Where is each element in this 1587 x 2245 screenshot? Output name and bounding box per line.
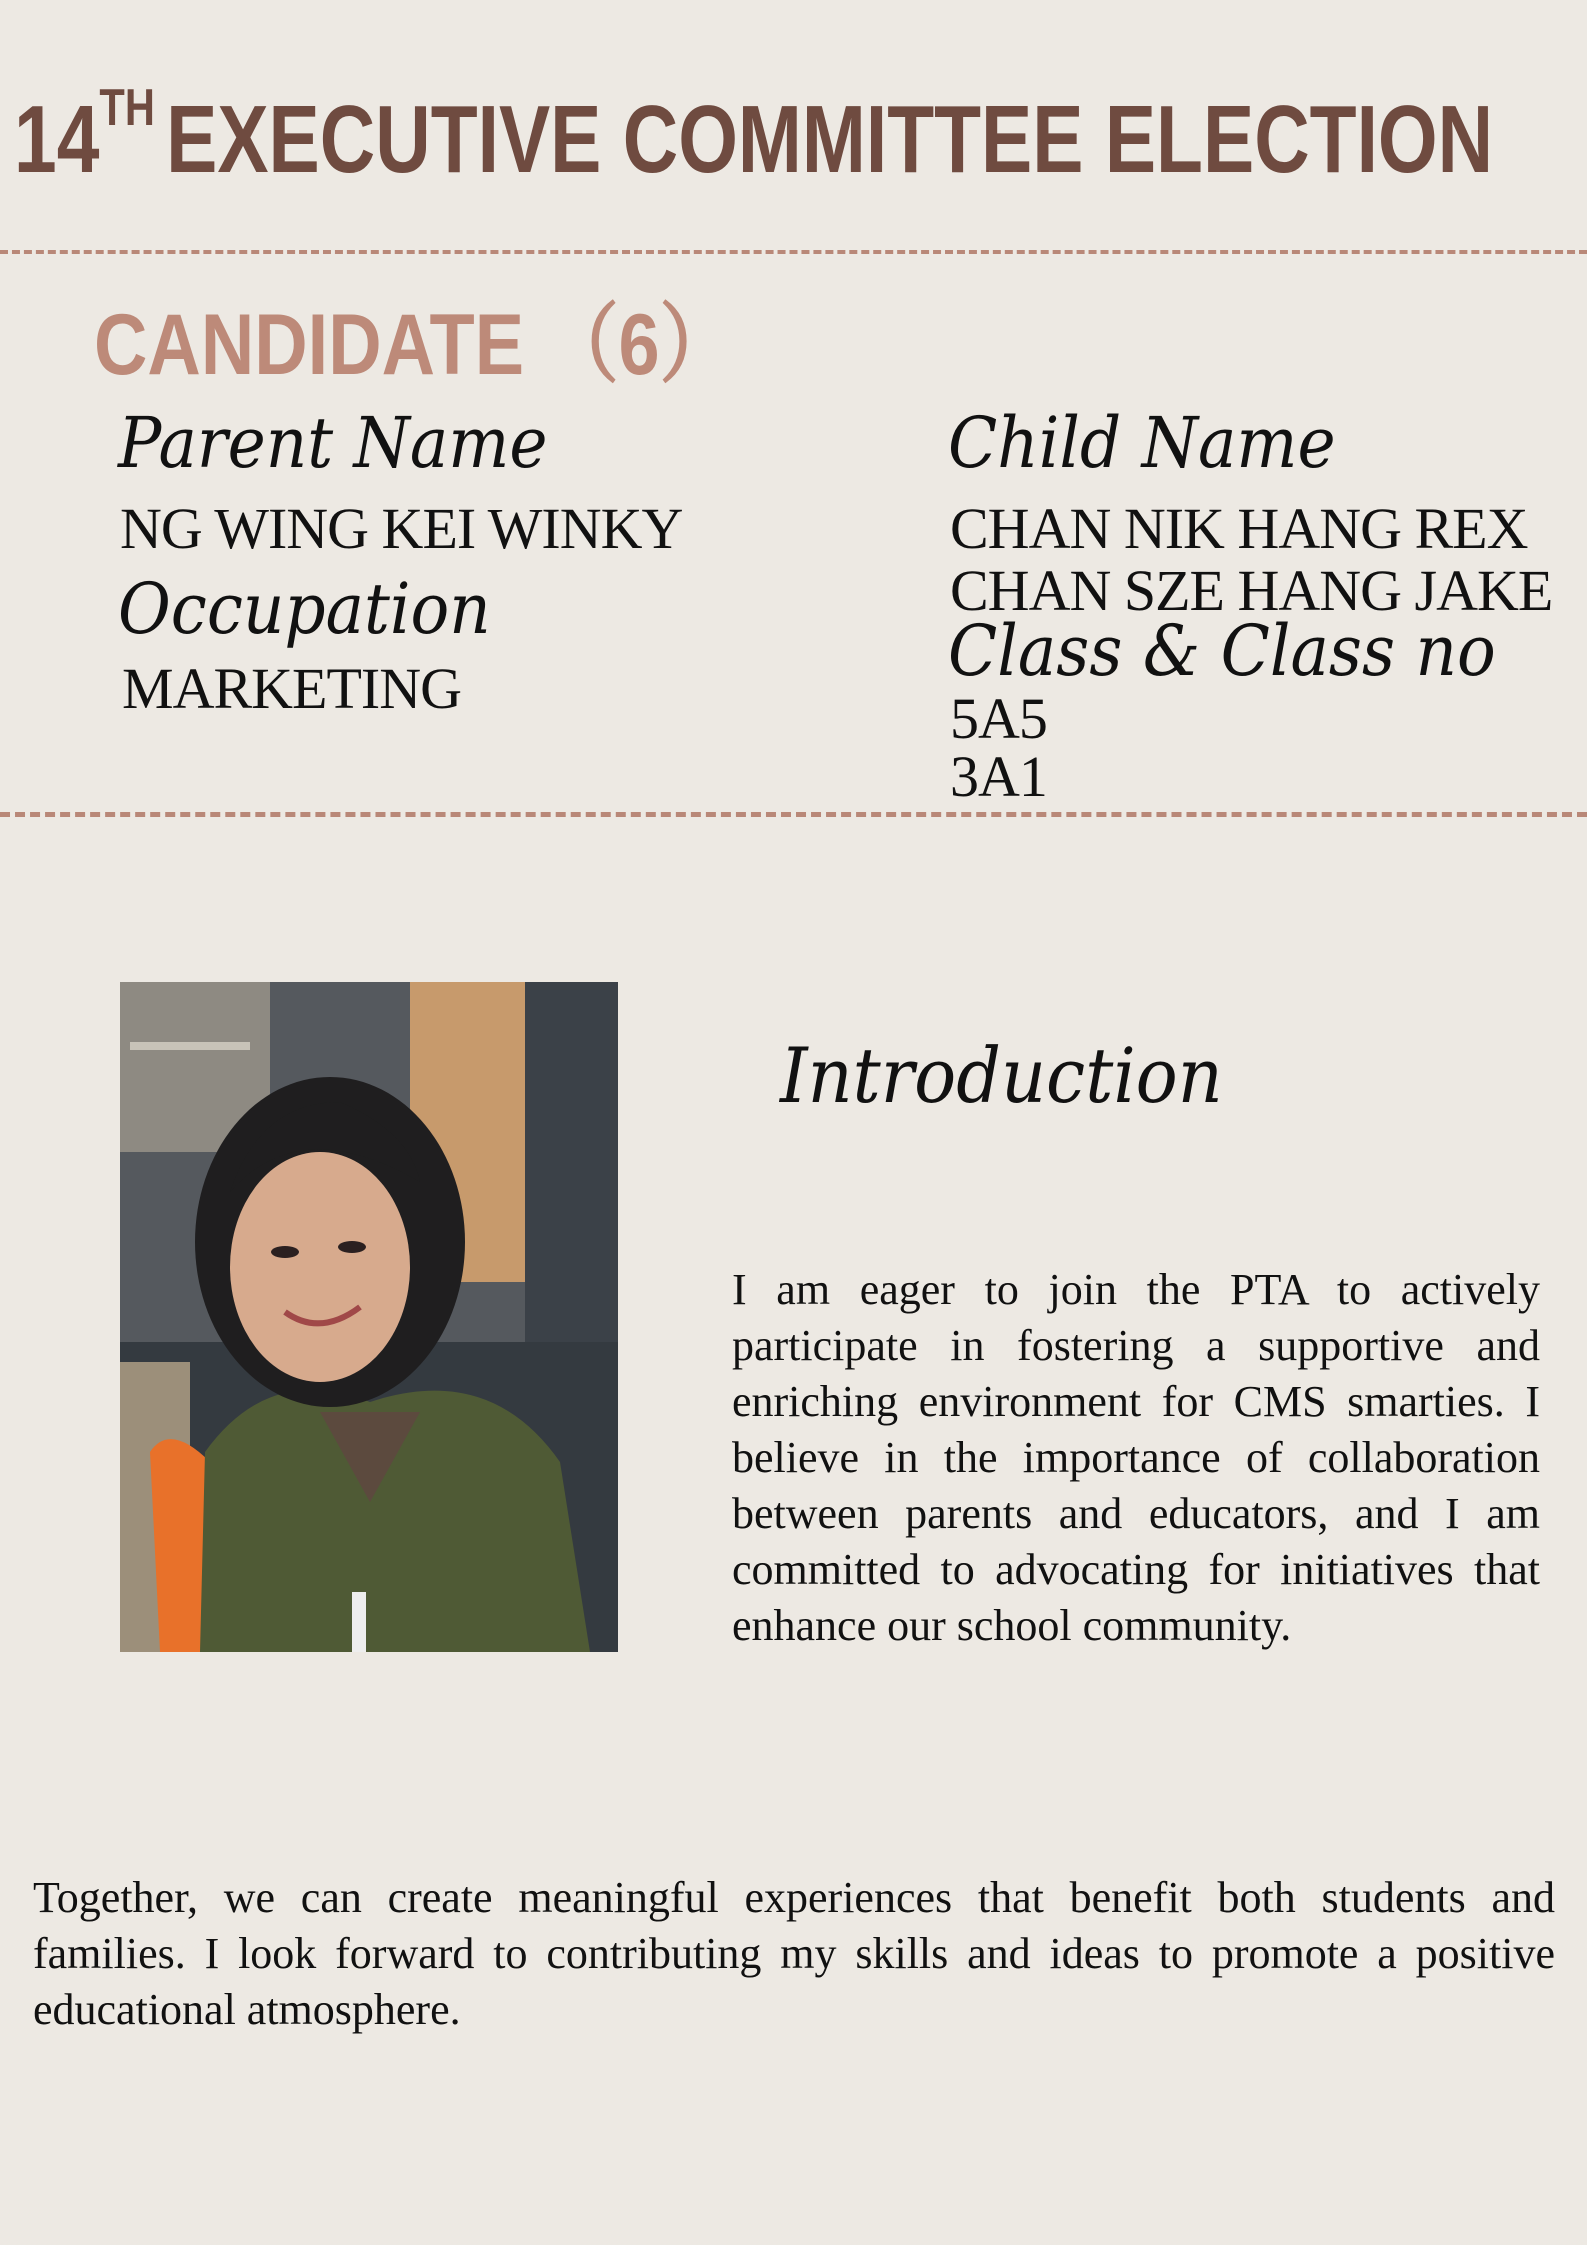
parent-name-label: Parent Name [118,402,548,484]
bottom-dashed-divider [0,812,1587,817]
introduction-text: I am eager to join the PTA to actively participate in fostering a supportive and enriching environment for CMS smarties. I believe in the importance of collaboration between parents and educators, and I am committed to advocating for initiatives that enhance our school community. [732,1265,1540,1650]
closing-text: Together, we can create meaningful experiences that benefit both students and families. I look forward to contributing my skills and ideas to promote a positive educational atmosphere. [33,1873,1555,2034]
class-value: 3A1 [950,744,1047,809]
candidate-photo [120,982,618,1652]
class-label: Class & Class no [948,610,1496,692]
candidate-label: CANDIDATE （6） [94,297,734,393]
occupation-value: MARKETING [122,656,461,721]
child-name-value: CHAN SZE HANG JAKE [950,558,1553,623]
introduction-heading: Introduction [780,1031,1223,1120]
child-name-value: CHAN NIK HANG REX [950,496,1528,561]
top-dashed-divider [0,250,1587,254]
title-ordinal-suffix: TH [99,79,155,137]
page-title [14,79,1494,193]
class-value: 5A5 [950,686,1047,751]
occupation-label: Occupation [118,568,491,650]
title-text: EXECUTIVE COMMITTEE ELECTION [166,86,1494,193]
parent-name-value: NG WING KEI WINKY [120,496,683,561]
child-name-label: Child Name [948,402,1336,484]
title-number: 14 [14,86,100,193]
